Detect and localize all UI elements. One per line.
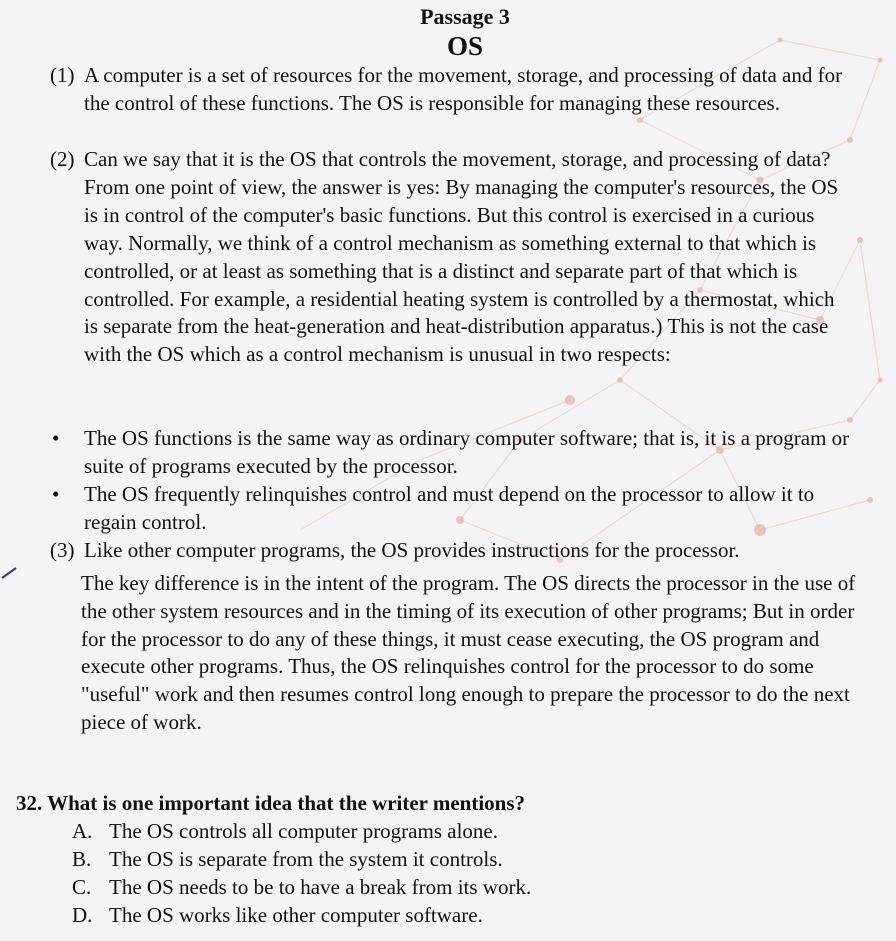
paragraph-3-first-line: Like other computer programs, the OS provides instructions for the processor. xyxy=(84,538,740,562)
option-d-letter: D. xyxy=(72,903,93,927)
option-d[interactable] xyxy=(72,901,483,929)
option-c[interactable] xyxy=(72,873,531,901)
paragraph-1-number: (1) xyxy=(50,63,75,87)
bullet-item-2 xyxy=(52,481,852,537)
paragraph-3 xyxy=(50,537,880,565)
paragraph-1 xyxy=(50,62,850,118)
paragraph-3-number: (3) xyxy=(50,538,75,562)
option-a-letter: A. xyxy=(72,819,93,843)
bullet-dot-icon: • xyxy=(52,426,60,450)
bullet-dot-icon: • xyxy=(52,482,60,506)
passage-title: OS xyxy=(446,31,484,61)
option-d-text: The OS works like other computer software. xyxy=(109,903,483,927)
option-c-letter: C. xyxy=(72,875,92,899)
option-b-letter: B. xyxy=(72,847,92,871)
question-stem: 32. What is one important idea that the writer mentions? xyxy=(16,791,526,815)
paragraph-1-text: A computer is a set of resources for the movement, storage, and processing of data and for the control of these functions. The OS is responsible for managing these resources. xyxy=(84,63,843,115)
bullet-item-1-text: The OS functions is the same way as ordinary computer software; that is, it is a program or suite of programs executed by the processor. xyxy=(84,426,850,478)
option-a-text: The OS controls all computer programs alone. xyxy=(109,819,498,843)
paragraph-2 xyxy=(50,146,850,369)
bullet-item-2-text: The OS frequently relinquishes control and must depend on the processor to allow it to regain control. xyxy=(84,482,815,534)
paragraph-2-number: (2) xyxy=(50,147,75,171)
scan-edge-mark xyxy=(0,566,20,580)
option-c-text: The OS needs to be to have a break from its work. xyxy=(109,875,532,899)
option-b[interactable] xyxy=(72,845,503,873)
paragraph-3-continuation: The key difference is in the intent of the program. The OS directs the processor in the use of the other system resources and in the timing of its execution of other programs; But in order for the processor to do any of these things, it must cease executing, the OS program and execute other programs. Thus, the OS relinquishes control for the processor to do some "useful" work and then resumes control long enough to prepare the processor to do the next piece of work. xyxy=(81,571,856,734)
bullet-item-1 xyxy=(52,425,852,481)
option-a[interactable] xyxy=(72,817,498,845)
option-b-text: The OS is separate from the system it controls. xyxy=(109,847,503,871)
paragraph-2-text: Can we say that it is the OS that controls the movement, storage, and processing of data? From one point of view, the answer is yes: By managing the computer's resources, the OS is in control of the computer's basic functions. But this control is exercised in a curious way. Normally, we think of a control mechanism as something external to that which is controlled, or at least as something that is a distinct and separate part of that which is controlled. For example, a residential heating system is controlled by a thermostat, which is separate from the heat-generation and heat-distribution apparatus.) This is not the case with the OS which as a control mechanism is unusual in two respects: xyxy=(84,147,839,367)
passage-label: Passage 3 xyxy=(420,4,510,29)
